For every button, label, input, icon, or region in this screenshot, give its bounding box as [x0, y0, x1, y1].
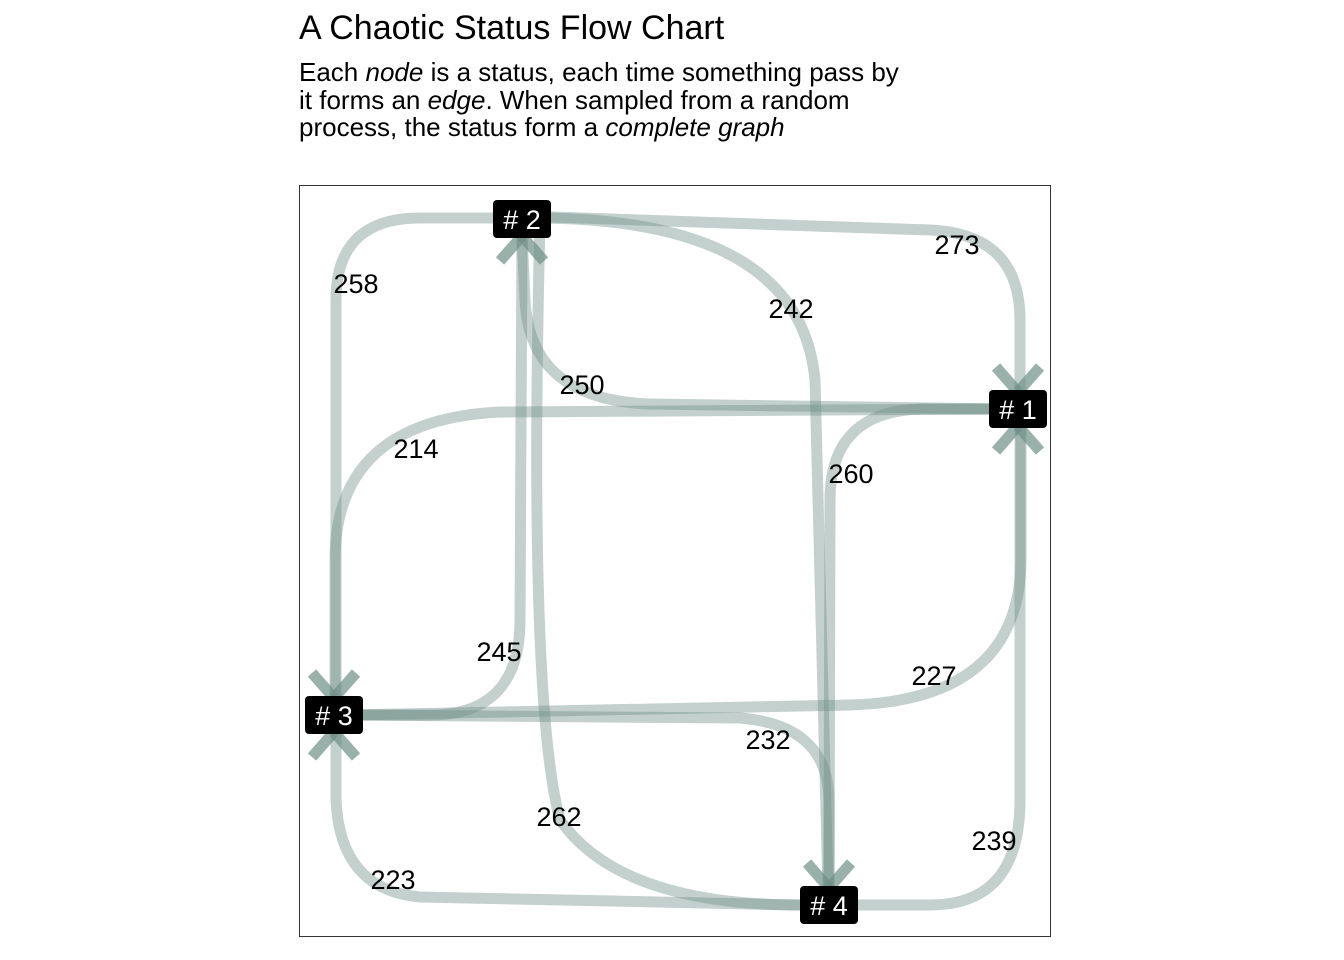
arrowheads-layer — [312, 236, 1040, 888]
subtitle-emphasis-complete-graph: complete graph — [605, 112, 785, 142]
edge-labels-layer — [333, 230, 1016, 895]
edge-weight-label: 258 — [333, 269, 379, 299]
node-3 — [305, 696, 363, 734]
edge-weight-label: 227 — [911, 661, 957, 691]
node-label: # 3 — [315, 701, 353, 731]
edge-weight-label: 232 — [745, 725, 791, 755]
node-4 — [800, 886, 858, 924]
chart-title: A Chaotic Status Flow Chart — [299, 9, 725, 47]
edges-layer — [335, 216, 1021, 905]
edge-weight-label: 223 — [370, 865, 416, 895]
edge-weight-label: 245 — [476, 637, 522, 667]
edge-weight-label: 273 — [934, 230, 980, 260]
node-label: # 4 — [810, 891, 848, 921]
edge-weight-label: 260 — [828, 459, 874, 489]
subtitle-text-3: . When sampled from a random process, the status form a — [299, 84, 850, 142]
nodes-layer — [305, 200, 1047, 924]
subtitle-emphasis-edge: edge — [427, 84, 486, 115]
node-1 — [989, 390, 1047, 428]
edge-weight-label: 262 — [536, 802, 582, 832]
edge-weight-label: 239 — [971, 826, 1017, 856]
edge-weight-label: 242 — [768, 294, 814, 324]
edge-weight-label: 214 — [393, 434, 439, 464]
node-2 — [493, 200, 551, 238]
subtitle-emphasis-node: node — [365, 57, 424, 87]
node-label: # 1 — [999, 395, 1037, 425]
subtitle-text-2: is a status, each time something pass by it forms an — [299, 57, 899, 115]
subtitle-text-1: Each — [299, 57, 366, 87]
edge-weight-label: 250 — [559, 370, 605, 400]
node-label: # 2 — [503, 205, 541, 235]
